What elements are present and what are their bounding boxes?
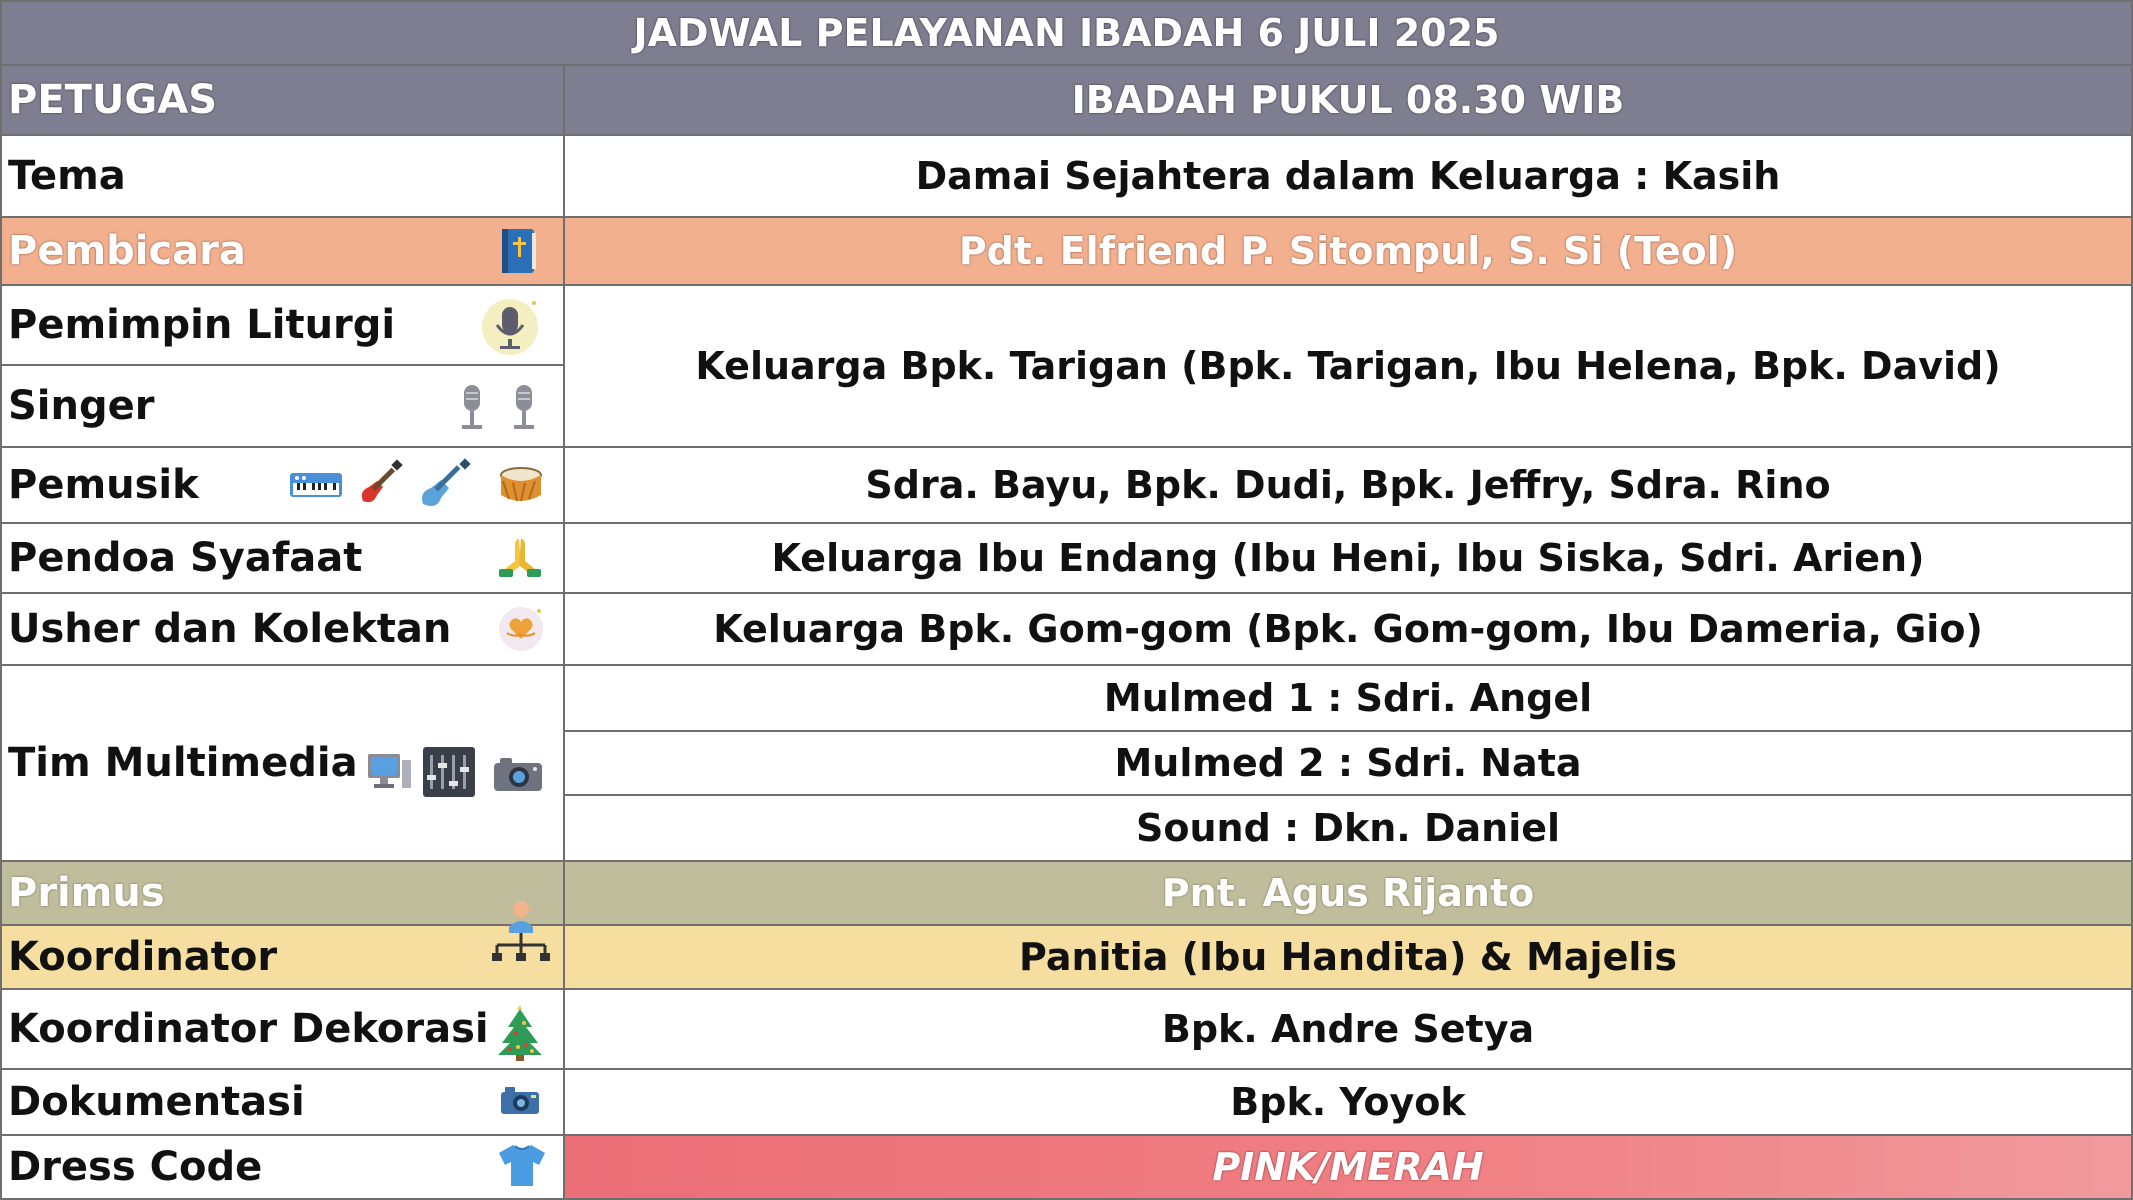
- header-ibadah-time: IBADAH PUKUL 08.30 WIB: [563, 64, 2133, 136]
- row-tema-value: Damai Sejahtera dalam Keluarga : Kasih: [563, 134, 2133, 218]
- row-primus-label: Primus: [0, 860, 565, 926]
- keyboard-icon: [288, 464, 344, 504]
- row-dekorasi-value: Bpk. Andre Setya: [563, 988, 2133, 1070]
- row-dekorasi-label: Koordinator Dekorasi: [0, 988, 565, 1070]
- row-pemusik-label: Pemusik: [0, 446, 565, 524]
- row-usher-value: Keluarga Bpk. Gom-gom (Bpk. Gom-gom, Ibu Dameria, Gio): [563, 592, 2133, 666]
- org-chart-icon: [486, 898, 556, 968]
- bible-icon: [496, 226, 542, 276]
- row-koordinator-label: Koordinator: [0, 924, 565, 990]
- row-pendoa-label: Pendoa Syafaat: [0, 522, 565, 594]
- row-multimedia-value-3: Sound : Dkn. Daniel: [563, 794, 2133, 862]
- row-pendoa-value: Keluarga Ibu Endang (Ibu Heni, Ibu Siska, Sdri. Arien): [563, 522, 2133, 594]
- page-title: JADWAL PELAYANAN IBADAH 6 JULI 2025: [0, 0, 2133, 66]
- mixer-icon: [420, 744, 478, 800]
- row-pembicara-label: Pembicara: [0, 216, 565, 286]
- t-shirt-icon: [496, 1142, 548, 1188]
- row-multimedia-value-2: Mulmed 2 : Sdri. Nata: [563, 730, 2133, 796]
- row-liturgi-singer-value: Keluarga Bpk. Tarigan (Bpk. Tarigan, Ibu Helena, Bpk. David): [563, 284, 2133, 448]
- studio-microphone-icon: [453, 380, 545, 436]
- desktop-computer-icon: [364, 748, 414, 796]
- camera-flash-icon: [498, 1084, 542, 1118]
- row-multimedia-value-1: Mulmed 1 : Sdri. Angel: [563, 664, 2133, 732]
- electric-guitar-icon: [356, 458, 406, 510]
- header-petugas: PETUGAS: [0, 64, 565, 136]
- row-koordinator-value: Panitia (Ibu Handita) & Majelis: [563, 924, 2133, 990]
- camera-icon: [490, 754, 546, 794]
- bass-guitar-icon: [416, 458, 474, 512]
- christmas-tree-icon: [494, 1004, 546, 1062]
- row-pemimpin-liturgi-label: Pemimpin Liturgi: [0, 284, 565, 366]
- row-tema-label: Tema: [0, 134, 565, 218]
- row-pembicara-value: Pdt. Elfriend P. Sitompul, S. Si (Teol): [563, 216, 2133, 286]
- row-singer-label: Singer: [0, 364, 565, 448]
- row-primus-value: Pnt. Agus Rijanto: [563, 860, 2133, 926]
- microphone-icon: [478, 294, 544, 358]
- praying-hands-icon: [494, 532, 546, 584]
- heart-hands-icon: [496, 602, 548, 654]
- row-dokumentasi-value: Bpk. Yoyok: [563, 1068, 2133, 1136]
- drum-icon: [496, 462, 546, 508]
- row-usher-label: Usher dan Kolektan: [0, 592, 565, 666]
- row-dress-code-label: Dress Code: [0, 1134, 565, 1200]
- row-dress-code-value: PINK/MERAH: [563, 1134, 2133, 1200]
- row-pemusik-value: Sdra. Bayu, Bpk. Dudi, Bpk. Jeffry, Sdra. Rino: [563, 446, 2133, 524]
- row-multimedia-label: Tim Multimedia: [0, 664, 565, 862]
- row-dokumentasi-label: Dokumentasi: [0, 1068, 565, 1136]
